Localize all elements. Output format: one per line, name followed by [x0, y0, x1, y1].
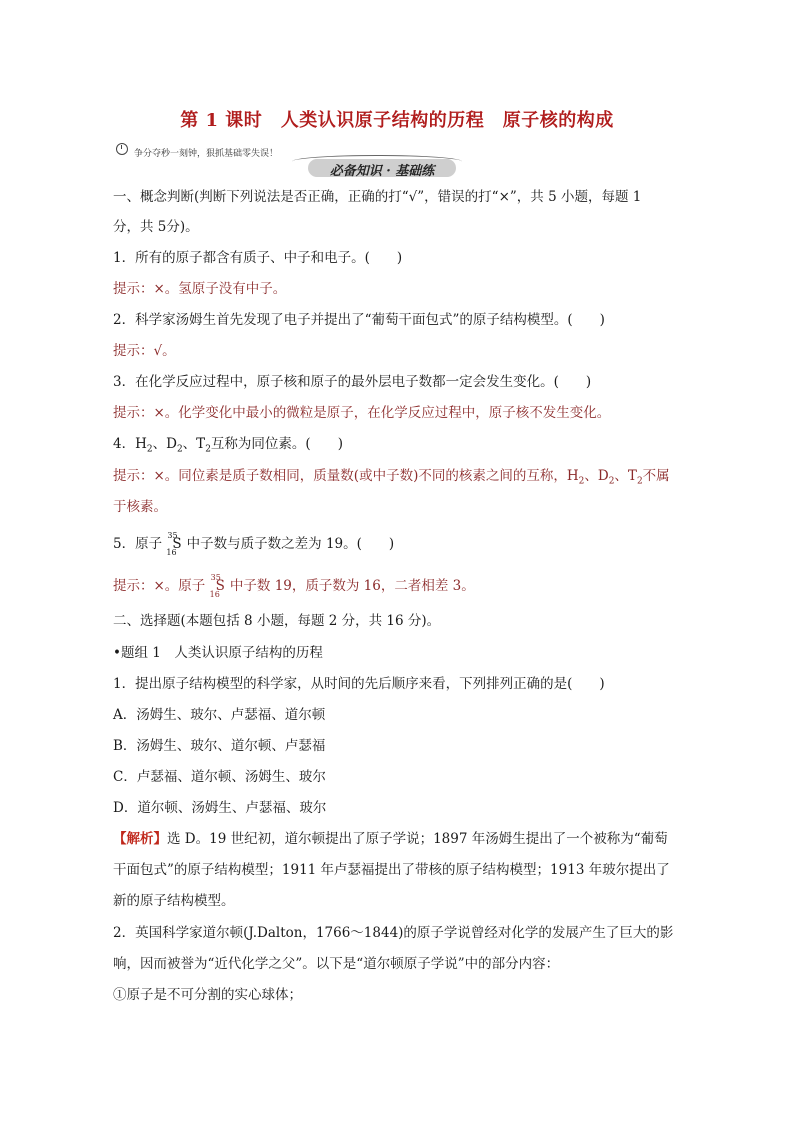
- isotope-notation: 35 16 S: [209, 573, 225, 599]
- mc-question-2-cont: 响，因而被誉为“近代化学之父”。以下是“道尔顿原子学说”中的部分内容：: [113, 956, 560, 972]
- section1-heading: 一、概念判断(判断下列说法是否正确，正确的打“√”，错误的打“×”，共 5 小题，每题 1: [113, 189, 642, 205]
- option-d: D．道尔顿、汤姆生、卢瑟福、玻尔: [113, 800, 327, 816]
- section2-heading: 二、选择题(本题包括 8 小题，每题 2 分，共 16 分)。: [113, 613, 441, 629]
- option-a: A．汤姆生、玻尔、卢瑟福、道尔顿: [113, 707, 326, 723]
- hint-1: 提示：×。氢原子没有中子。: [113, 281, 287, 297]
- group-1-heading: •题组 1 人类认识原子结构的历程: [113, 645, 323, 661]
- clock-icon: [116, 143, 128, 155]
- question-3: 3．在化学反应过程中，原子核和原子的最外层电子数都一定会发生变化。( ): [113, 374, 592, 390]
- mc-question-2: 2．英国科学家道尔顿(J.Dalton，1766～1844)的原子学说曾经对化学的发展产生了巨大的影: [113, 925, 674, 941]
- isotope-notation: 35 16 S: [166, 531, 182, 557]
- option-b: B．汤姆生、玻尔、道尔顿、卢瑟福: [113, 738, 326, 754]
- analysis-tag: 【解析】: [113, 831, 167, 847]
- hint-2: 提示：√。: [113, 343, 176, 359]
- hint-5: 提示：×。原子 35 16 S 中子数 19，质子数为 16，二者相差 3。: [113, 573, 475, 599]
- analysis-1: 【解析】选 D。19 世纪初，道尔顿提出了原子学说；1897 年汤姆生提出了一个被称为“葡萄: [113, 831, 668, 847]
- mc-question-2-item-1: ①原子是不可分割的实心球体；: [113, 987, 302, 1003]
- banner-tag: [308, 159, 456, 177]
- option-c: C．卢瑟福、道尔顿、汤姆生、玻尔: [113, 769, 326, 785]
- analysis-1-cont: 干面包式”的原子结构模型；1911 年卢瑟福提出了带核的原子结构模型；1913 年玻尔提出了: [113, 862, 670, 878]
- hint-4-cont: 于核素。: [113, 499, 167, 515]
- section1-heading-cont: 分，共 5分)。: [113, 219, 199, 235]
- hint-3: 提示：×。化学变化中最小的微粒是原子，在化学反应过程中，原子核不发生变化。: [113, 405, 611, 421]
- hint-4: 提示：×。同位素是质子数相同，质量数(或中子数)不同的核素之间的互称，$H_2$、$D_2$、$T_2$不属: [113, 468, 670, 487]
- question-1: 1．所有的原子都含有质子、中子和电子。( ): [113, 250, 403, 266]
- question-5: 5．原子 35 16 S 中子数与质子数之差为 19。( ): [113, 531, 395, 557]
- banner-slogan: 争分夺秒一刻钟，狠抓基础零失误！: [134, 149, 279, 159]
- question-4: 4．$H_2$、$D_2$、$T_2$互称为同位素。( ): [113, 436, 343, 455]
- banner-tag-label: 必备知识 · 基础练: [329, 164, 435, 179]
- mc-question-1: 1．提出原子结构模型的科学家，从时间的先后顺序来看，下列排列正确的是( ): [113, 676, 605, 692]
- question-2: 2．科学家汤姆生首先发现了电子并提出了“葡萄干面包式”的原子结构模型。( ): [113, 312, 605, 328]
- section-banner: [112, 141, 460, 179]
- page-title: 第 1 课时 人类认识原子结构的历程 原子核的构成: [180, 110, 614, 131]
- analysis-1-end: 新的原子结构模型。: [113, 893, 235, 909]
